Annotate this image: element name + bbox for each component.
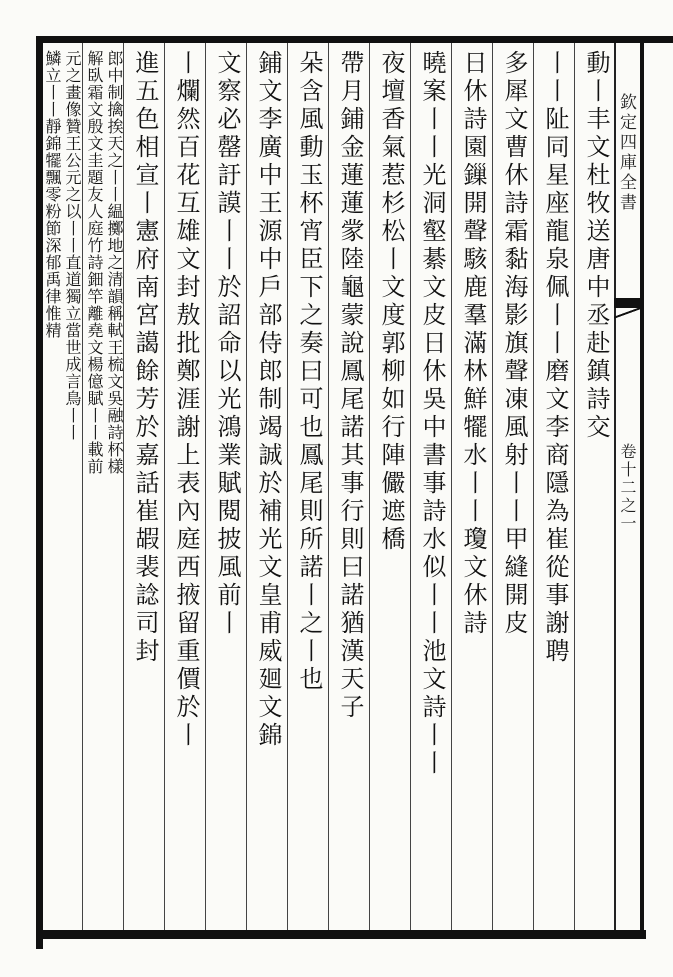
text-column-15: 解臥霜文殷文圭題友人庭竹詩鈿竿離堯文楊億賦丨丨載前 (85, 50, 104, 475)
frame-right-border (640, 43, 644, 933)
text-column-8: 朵含風動玉杯宵臣下之奏曰可也鳳尾則所諾丨之丨也 (295, 50, 323, 694)
banxin-title: 欽定四庫全書 (616, 93, 636, 213)
text-column-1: 動丨丰文杜牧送唐中丞赴鎮詩交 (582, 50, 610, 442)
frame-bottom-border (36, 930, 646, 939)
text-column-2: 丨丨阯同星座龍泉佩丨丨磨文李商隱為崔從事謝聘 (541, 50, 569, 666)
text-column-10: 文察必罄訏謨丨丨於詔命以光鴻業賦閱披風前丨 (213, 50, 241, 638)
text-column-16: 鱗立丨丨靜錦犤飄零粉節深郁禹律惟精 (43, 50, 62, 339)
text-column-4: 日休詩園鏁開聲駭鹿羣滿林鮮犤水丨丨瓊文休詩 (459, 50, 487, 638)
text-column-11: 丨爛然百花互雄文封敖批鄭涯謝上表內庭西掖留重價於丨 (172, 50, 200, 750)
text-column-7: 帶月鋪金蓮蓮䝉陸龜蒙說鳳尾諾其事行則曰諾猶漢天子 (336, 50, 364, 722)
text-column-6: 夜壇香氣惹杉松丨文度郭柳如行陣儼遮橋 (377, 50, 405, 554)
text-column-9: 鋪文李廣中王源中戶部侍郎制竭誠於補光文皇甫威廻文錦 (254, 50, 282, 750)
text-column-13: 郎中制擒挨天之丨丨緼擲地之清韻稱軾王梳文吳融詩杯樣 解臥霜文殷文圭題友人庭竹詩鈿竿離堯文楊億賦丨丨載前 (85, 50, 124, 475)
text-column-12: 進五色相宣丨憲府南宮譪餘芳於嘉話崔嘏裴諗司封 (131, 50, 159, 666)
fishtail-mark (614, 298, 640, 308)
banxin-volume: 卷十二之一 (618, 443, 637, 533)
frame-top-border (36, 36, 673, 43)
text-column-5: 曉案丨丨光洞壑綦文皮日休吳中書事詩水似丨丨池文詩丨丨 (418, 50, 446, 778)
text-column-3: 多犀文曹休詩霜黏海影旗聲凍風射丨丨甲縫開皮 (500, 50, 528, 638)
text-column-14: 元之畫像贊王公元之以丨丨直道獨立當世成言鳥丨丨 鱗立丨丨靜錦犤飄零粉節深郁禹律惟精 (43, 50, 82, 441)
banxin-center-column (614, 43, 640, 930)
